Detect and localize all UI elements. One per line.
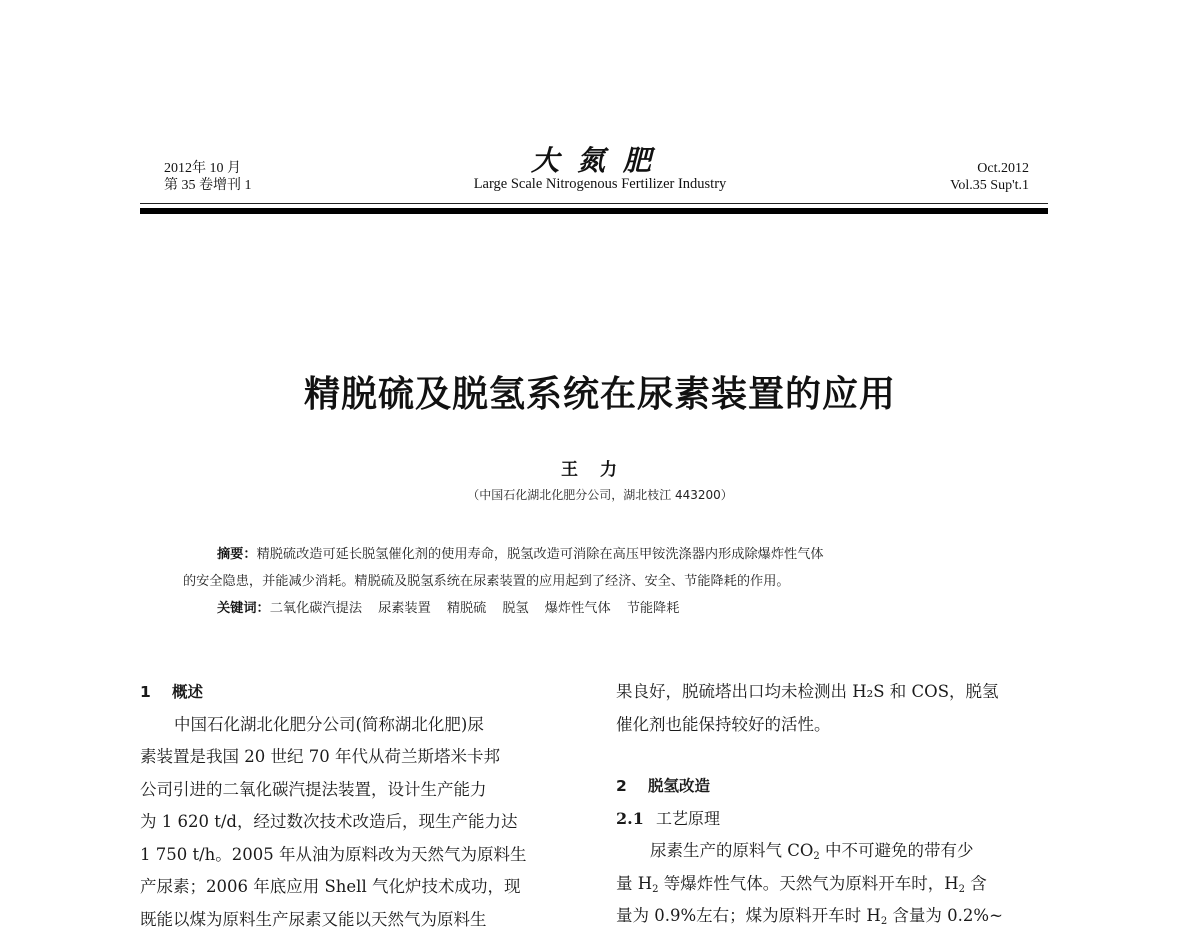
abstract-block [183,541,1023,622]
affiliation: （中国石化湖北化肥分公司，湖北枝江 443200） [467,488,733,502]
keywords-label: 关键词： [217,601,270,616]
text-line [616,835,1056,868]
header-date-cn: 2012年 10 月 [164,161,241,176]
section-title: 脱氢改造 [648,777,711,795]
subscript: 2 [958,883,966,895]
text-span: 量 H [616,873,653,893]
keyword: 爆炸性气体 [544,601,611,616]
text-line: 催化剂也能保持较好的活性。 [616,714,831,734]
article-title: 精脱硫及脱氢系统在尿素装置的应用 [303,374,896,415]
subscript: 2 [652,883,659,895]
text-span: 含量为 0.2%~ [887,906,1003,925]
subscript: 2 [880,916,888,927]
section-gap [616,741,1056,770]
section-number: 1 [140,683,151,701]
header-rule-thin [140,203,1048,204]
text-line [616,900,1056,933]
text-span: 含 [965,873,987,893]
subsection-heading-2-1 [616,803,1056,836]
text-line: 果良好，脱硫塔出口均未检测出 H₂S 和 COS，脱氢 [616,682,999,701]
text-line: 为 1 620 t/d，经过数次技术改造后，现生产能力达 [140,812,518,831]
author-name: 王力 [561,460,639,480]
text-line-clipped [616,933,1056,945]
subsection-title: 工艺原理 [656,808,721,828]
text-line: 产尿素；2006 年底应用 Shell 气化炉技术成功，现 [140,877,521,896]
text-line: 1 750 t/h。2005 年从油为原料改为天然气为原料生 [140,844,527,864]
section-title: 概述 [172,683,204,701]
keywords-line [183,595,1023,622]
text-span: 等爆炸性气体。天然气为原料开车时，H [658,873,959,893]
body-column-right [616,676,1056,945]
abstract-text-1: 精脱硫改造可延长脱氢催化剂的使用寿命，脱氢改造可消除在高压甲铵洗涤器内形成除爆炸性气体 [256,547,824,562]
header-center [440,144,760,192]
header-volume-cn: 第 35 卷增刊 1 [164,178,252,193]
header-left [164,160,252,194]
header-right [950,160,1029,194]
text-line [616,868,1056,901]
text-span: 中不可避免的带有少 [819,841,974,860]
subsection-number: 2.1 [616,808,644,828]
abstract-label: 摘要： [217,547,257,562]
text-line: 既能以煤为原料生产尿素又能以天然气为原料生 [140,909,487,929]
body-column-left [140,676,580,948]
text-line: 素装置是我国 20 世纪 70 年代从荷兰斯塔米卡邦 [140,747,500,766]
keyword: 脱氢 [502,601,529,616]
keyword: 尿素装置 [378,601,431,616]
keyword: 节能降耗 [626,601,680,616]
text-line-clipped [140,936,580,948]
abstract-line-1 [183,541,1023,568]
keyword: 精脱硫 [446,601,487,616]
subscript: 2 [813,851,820,862]
author [0,455,1200,480]
section-heading-1 [140,676,580,709]
text-line: 公司引进的二氧化碳汽提法装置，设计生产能力 [140,779,487,799]
text-span: 量为 0.9%左右；煤为原料开车时 H [616,906,881,925]
header-date-en: Oct.2012 [977,161,1029,176]
journal-name-en: Large Scale Nitrogenous Fertilizer Industry [473,176,727,192]
section-number: 2 [616,777,627,795]
header-volume-en: Vol.35 Sup't.1 [950,178,1029,193]
section-heading-2 [616,770,1056,803]
text-span: 尿素生产的原料气 CO [650,841,814,860]
abstract-line-2: 的安全隐患，并能减少消耗。精脱硫及脱氢系统在尿素装置的应用起到了经济、安全、节能降耗的作用。 [183,574,790,589]
header-rule-thick [140,208,1048,214]
keyword: 二氧化碳汽提法 [269,601,363,616]
text-line: 中国石化湖北化肥分公司(简称湖北化肥)尿 [174,714,484,734]
journal-logo: 大氮肥 [530,144,669,177]
